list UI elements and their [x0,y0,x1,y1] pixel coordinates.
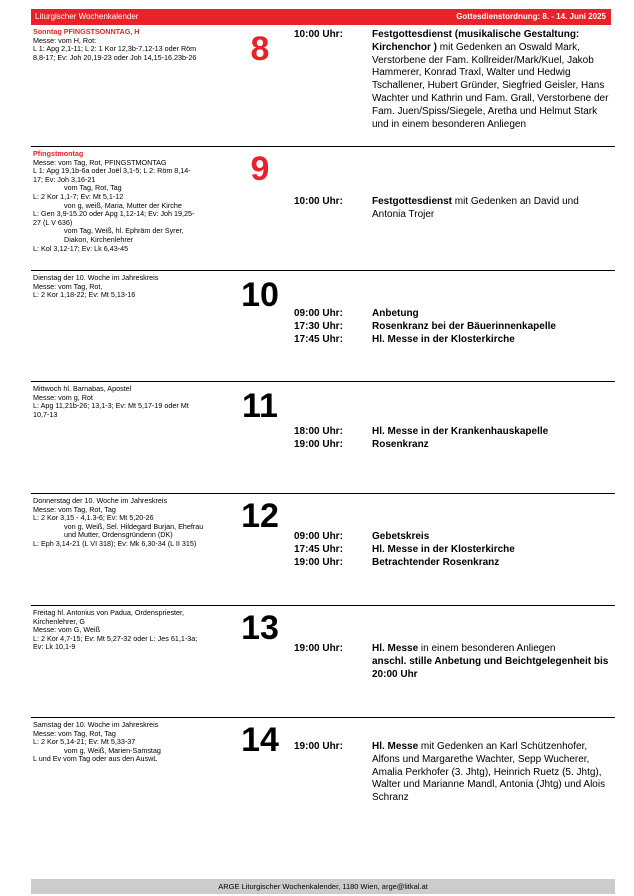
day-number: 11 [242,387,278,425]
liturgy-line: L: 2 Kor 3,15 - 4,1.3-6; Ev: Mt 5,20-26 [33,513,154,523]
time-label: 19:00 Uhr: [294,643,343,654]
event-bold: Gebetskreis [372,531,430,542]
day-title: Mittwoch hl. Barnabas, Apostel [33,384,132,393]
event-column [372,426,612,452]
liturgy-line: 8,8-17; Ev: Joh 20,19-23 oder Joh 14,15-16.23b-26 [33,52,197,62]
liturgy-line: L: 2 Kor 1,1-7; Ev: Mt 5,1-12 [33,191,124,201]
liturgy-line: Diakon, Kirchenlehrer [64,234,134,244]
liturgy-line: L: Eph 3,14-21 (L VI 318); Ev: Mk 6,30-34 (L II 315) [33,538,197,548]
event-item [372,426,612,439]
day-liturgy [33,385,231,419]
header-bar [31,9,611,25]
header-date-range: Gottesdienstordnung: 8. - 14. Juni 2025 [456,12,606,21]
liturgy-line: Messe: vom H, Rot: [33,35,97,45]
liturgy-line: vom g, Weiß, Marien-Samstag [64,745,161,755]
event-bold: Hl. Messe [372,643,419,654]
event-item [372,557,612,570]
event-column [372,196,612,222]
event-text: in einem besonderen Anliegen [418,643,556,654]
time-label: 19:00 Uhr: [294,438,343,450]
day-number: 12 [241,497,279,535]
day-title: Dienstag der 10. Woche im Jahreskreis [33,273,159,282]
liturgy-line: 10,7-13 [33,409,58,419]
day-liturgy [33,28,231,62]
event-text: mit Gedenken an Oswald Mark, Verstorbene der Fam. Kollreider/Mark/Kuel, Jakob Hammerer, Konrad Traxl, Walter und Hedwig Tschallener, Hubert Gründer, Siegfried Geisler, Hans Wachter und Kathrin und Fam. Grall, Verstorbene der Fam. Juen/Spiss/Siegele, Aretha und Helmut Stark und in einem besonderen Anliegen [372,41,609,130]
day-block-monday [31,150,615,271]
event-item [372,531,612,544]
event-item [372,439,612,452]
event-bold: Festgottesdienst [372,196,453,207]
event-bold: Rosenkranz [372,438,429,450]
liturgy-line: L: 2 Kor 5,14-21; Ev: Mt 5,33-37 [33,737,136,747]
event-text: mit Gedenken an David und Antonia Trojer [372,196,579,220]
event-column [372,29,612,131]
day-block-friday [31,609,615,718]
footer-bar: ARGE Liturgischer Wochenkalender, 1180 Wien, arge@litkal.at [31,879,615,894]
liturgy-line: 17; Ev: Joh 3,16-21 [33,174,96,184]
time-column [294,308,364,346]
event-bold: Rosenkranz bei der Bäuerinnenkapelle [372,320,556,332]
time-label: 10:00 Uhr: [294,29,343,40]
event-bold: Anbetung [372,308,419,319]
liturgy-line: Kirchenlehrer, G [33,616,85,626]
liturgy-line: Messe: vom Tag, Rot, Tag [33,728,116,738]
event-bold: anschl. stille Anbetung und Beichtgelegenheit bis 20:00 Uhr [372,655,609,680]
event-item [372,29,612,131]
event-item [372,643,612,656]
event-bold: Hl. Messe in der Klosterkirche [372,333,515,345]
time-label: 18:00 Uhr: [294,426,343,437]
day-number: 14 [241,721,279,759]
day-block-tuesday [31,274,615,382]
event-item [372,741,612,805]
day-title: Sonntag PFINGSTSONNTAG, H [33,27,140,36]
liturgy-line: 27 (L V 636) [33,217,73,227]
liturgy-line: Messe: vom Tag, Rot, [33,281,103,291]
time-column [294,426,364,452]
liturgy-line: Messe: vom Tag, Rot, PFINGSTMONTAG [33,157,167,167]
event-bold: Festgottesdienst (musikalische Gestaltung: Kirchenchor ) [372,29,580,53]
time-label: 19:00 Uhr: [294,556,343,568]
day-number: 9 [250,150,270,188]
liturgy-line: von g, Weiß, Sel. Hildegard Burjan, Ehefrau [64,521,204,531]
time-label: 09:00 Uhr: [294,308,343,319]
time-label: 17:30 Uhr: [294,320,343,332]
liturgy-line: L: Kol 3,12-17; Ev: Lk 6,43-45 [33,243,129,253]
time-label: 10:00 Uhr: [294,196,343,207]
event-column [372,643,612,681]
day-block-thursday [31,497,615,606]
time-label: 17:45 Uhr: [294,543,343,555]
liturgy-line: Messe: vom g, Rot [33,392,93,402]
liturgy-line: L: Gen 3,9-15.20 oder Apg 1,12-14; Ev: Joh 19,25- [33,209,195,219]
event-item [372,321,612,334]
event-column [372,741,612,805]
event-item [372,308,612,321]
event-item [372,334,612,347]
event-item [372,656,612,682]
day-number: 8 [250,30,270,68]
day-liturgy [33,150,231,253]
liturgy-line: L und Ev vom Tag oder aus den AuswL [33,754,158,764]
day-block-sunday [31,28,615,147]
liturgy-line: Messe: vom Tag, Rot, Tag [33,504,116,514]
liturgy-line: vom Tag, Weiß, hl. Ephräm der Syrer, [64,226,184,236]
liturgy-line: und Mutter, Ordensgründerin (DK) [64,530,173,540]
event-bold: Hl. Messe [372,741,419,752]
day-title: Pfingstmontag [33,149,84,158]
liturgy-line: Ev: Lk 10,1-9 [33,642,76,652]
liturgy-line: L 1: Apg 19,1b-6a oder Joël 3,1-5; L 2: Röm 8,14- [33,166,191,176]
day-number: 13 [241,609,279,647]
time-label: 19:00 Uhr: [294,741,343,752]
event-item [372,196,612,222]
day-title: Samstag der 10. Woche im Jahreskreis [33,720,159,729]
day-title: Donnerstag der 10. Woche im Jahreskreis [33,496,168,505]
liturgy-line: von g, weiß, Maria, Mutter der Kirche [64,200,182,210]
event-bold: Betrachtender Rosenkranz [372,556,500,568]
time-column [294,741,364,754]
event-bold: Hl. Messe in der Krankenhauskapelle [372,426,549,437]
time-label: 17:45 Uhr: [294,333,343,345]
day-block-wednesday [31,385,615,494]
event-column [372,531,612,569]
liturgy-line: Messe: vom G, Weiß [33,625,100,635]
liturgy-line: L: Apg 11,21b-26; 13,1-3; Ev: Mt 5,17-19 oder Mt [33,401,189,411]
day-liturgy [33,497,231,549]
event-item [372,544,612,557]
time-column [294,531,364,569]
time-column [294,29,364,42]
time-column [294,643,364,656]
time-label: 09:00 Uhr: [294,531,343,542]
event-column [372,308,612,346]
liturgy-line: vom Tag, Rot, Tag [64,183,122,193]
liturgy-line: L 1: Apg 2,1-11; L 2: 1 Kor 12,3b-7.12-13 oder Röm [33,44,197,54]
event-bold: Hl. Messe in der Klosterkirche [372,543,515,555]
day-title: Freitag hl. Antonius von Padua, Ordenspriester, [33,608,185,617]
event-text: mit Gedenken an Karl Schützenhofer, Alfons und Margarethe Wachter, Sepp Wucherer, Amalia Perkhofer (3. Jhtg), Heinrich Ruetz (5. Jhtg), Walter und Marianne Mandl, Antonia (Jhtg) und Alois Schranz [372,741,606,804]
liturgy-line: L: 2 Kor 4,7-15; Ev: Mt 5,27-32 oder L: Jes 61,1-3a; [33,633,198,643]
day-liturgy [33,274,231,300]
header-title: Liturgischer Wochenkalender [35,12,139,21]
day-block-saturday [31,721,615,871]
day-liturgy [33,721,231,764]
day-number: 10 [241,276,279,314]
day-liturgy [33,609,231,652]
time-column [294,196,364,209]
liturgy-line: L: 2 Kor 1,18-22; Ev: Mt 5,13-16 [33,290,136,300]
